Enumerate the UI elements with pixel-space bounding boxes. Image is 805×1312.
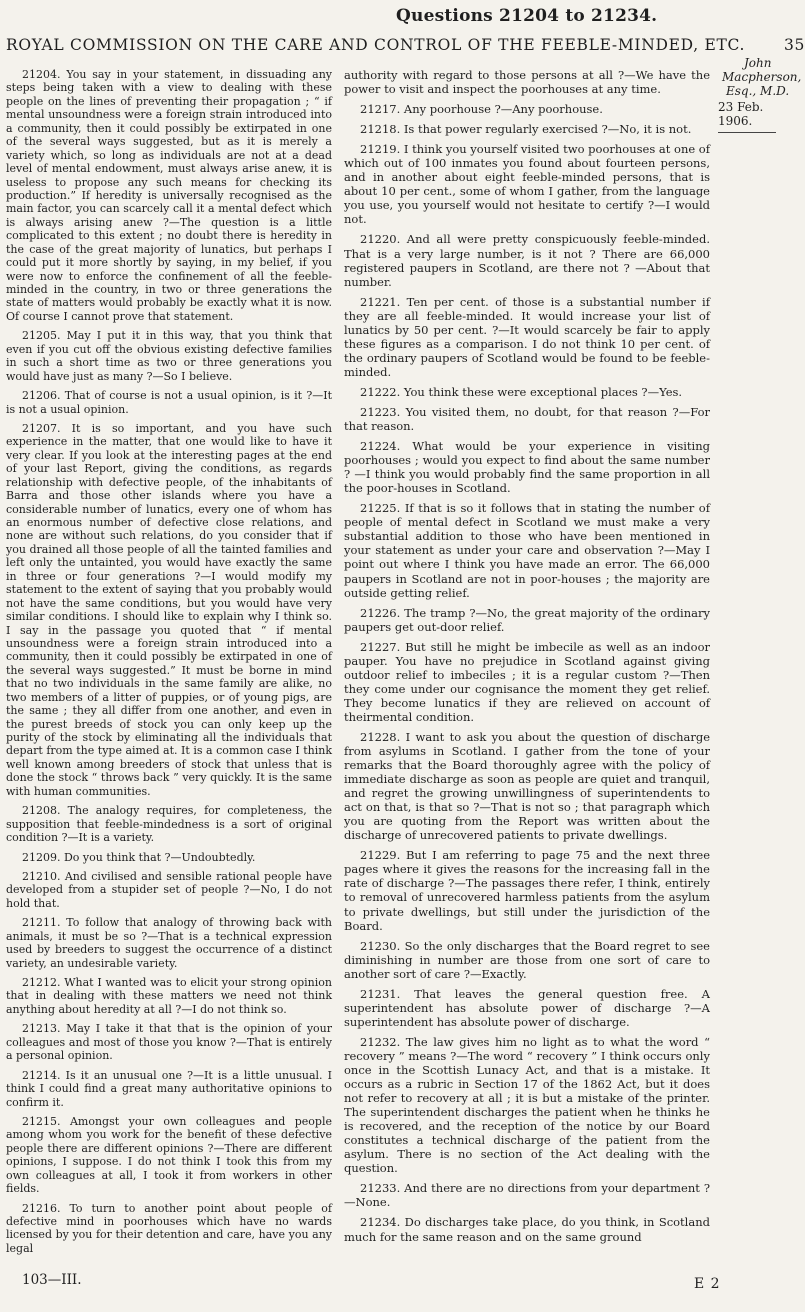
margin-note (718, 56, 802, 133)
paragraph-21206: 21206. That of course is not a usual opinion, is it ?—It is not a usual opinion. (6, 389, 332, 416)
right-column (344, 68, 710, 1250)
paragraph-21209: 21209. Do you think that ?—Undoubtedly. (22, 850, 256, 864)
page-number: 35 (784, 36, 805, 54)
paragraph-21229: 21229. But I am referring to page 75 and the next three pages where it gives the reasons for the increasing fall in the rate of discharge ?—The passages there refer, I think, entirely to removal of unrecovered harmless patients from the asylum to private dwellings, but still under the jurisdiction of the Board. (344, 848, 710, 933)
paragraph-21222: 21222. You think these were exceptional places ?—Yes. (360, 384, 683, 399)
witness-name-line3: Esq., M.D. (726, 84, 790, 98)
paragraph-21230: 21230. So the only discharges that the Board regret to see diminishing in number are those from one sort of care to another sort of care ?—Exactly. (344, 938, 710, 981)
paragraph-21217: 21217. Any poorhouse ?—Any poorhouse. (360, 102, 603, 117)
paragraph-21205: 21205. May I put it in this way, that you think that even if you cut off the obvious existing defective families in such a short time as two or three generations you would have just as many ?—So I believe. (6, 329, 332, 383)
paragraph-21232: 21232. The law gives him no light as to what the word “ recovery ” means ?—The word “ recovery ” I think occurs only once in the Scottish Lunacy Act, and that is a mistake. It occurs as a rubric in Section 17 of the 1862 Act, but it does not refer to recovery at all ; it is but a mistake of the printer. The superintendent discharges the patient when he thinks he is recovered, and the reception of the notice by our Board constitutes a technical discharge of the patient from the asylum. There is no section of the Act dealing with the question. (344, 1034, 710, 1176)
paragraph-21218: 21218. Is that power regularly exercised ?—No, it is not. (360, 122, 692, 137)
paragraph-21219: 21219. I think you yourself visited two poorhouses at one of which out of 100 inmates you found about fourteen persons, and in another about eight feeble-minded persons, that is about 10 per cent., some of whom I gather, from the language you use, you yourself would not hesitate to certify ?—I would not. (344, 142, 710, 227)
paragraph-21216: 21216. To turn to another point about people of defective mind in poorhouses which have no wards licensed by you for their detention and care, have you any legal (6, 1201, 332, 1255)
paragraph-21207: 21207. It is so important, and you have such experience in the matter, that one would like to have it very clear. If you look at the interesting pages at the end of your last Report, giving the conditions, as regards relationship with defective people, of the inhabitants of Barra and those other islands where you have a considerable number of lunatics, every one of whom has an enormous number of defective close relations, and none are without such relations, do you consider that if you drained all those people of all the tainted families and left only the untainted, you would have exactly the same in three or four generations ?—I would modify my statement to the extent of saying that you probably would not have the same conditions, but you would have very similar conditions. I should like to explain why I think so. I say in the passage you quoted that “ if mental unsoundness were a foreign strain introduced into a community, then it could possibly be extirpated in one of the several ways suggested.” It must be borne in mind that no two individuals in the same family are alike, no two members of a litter of puppies, or of young pigs, are the same ; they all differ from one another, and even in the purest breeds of stock you can only keep up the purity of the stock by eliminating all the individuals that depart from the type aimed at. It is a common case I think well known among breeders of stock that unless that is done the stock “ throws back ” very quickly. It is the same with human communities. (6, 421, 332, 798)
witness-name-line2: Macpherson, (722, 70, 802, 84)
footer-gathering-mark: E 2 (694, 1276, 721, 1292)
paragraph-21210: 21210. And civilised and sensible rational people have developed from a stupider set of people ?—No, I do not hold that. (6, 869, 332, 910)
paragraph-21208: 21208. The analogy requires, for completeness, the supposition that feeble-mindedness is a sort of original condition ?—It is a variety. (6, 804, 332, 845)
paragraph-21213: 21213. May I take it that that is the opinion of your colleagues and most of those you know ?—That is entirely a personal opinion. (6, 1022, 332, 1063)
paragraph-21227: 21227. But still he might be imbecile as well as an indoor pauper. You have no prejudice in Scotland against giving outdoor relief to imbeciles ; it is a regular custom ?—Then they come under our cognisance the moment they get relief. They become lunatics if they are relieved on account of theirmental condition. (344, 639, 710, 724)
running-head-title: ROYAL COMMISSION ON THE CARE AND CONTROL OF THE FEEBLE-MINDED, ETC. (6, 36, 746, 54)
paragraph-21234: 21234. Do discharges take place, do you think, in Scotland much for the same reason and on the same ground (344, 1215, 710, 1244)
paragraph-21223: 21223. You visited them, no doubt, for that reason ?—For that reason. (344, 404, 710, 434)
paragraph-21221: 21221. Ten per cent. of those is a substantial number if they are all feeble-minded. It would increase your list of lunatics by 50 per cent. ?—It would scarcely be fair to apply these figures as a comparison. I do not think 10 per cent. of the ordinary paupers of Scotland would be found to be feeble-minded. (344, 294, 710, 379)
paragraph-21204: 21204. You say in your statement, in dissuading any steps being taken with a view to dealing with these people on the lines of preventing their propagation ; “ if mental unsoundness were a foreign strain introduced into a community, then it could possibly be extirpated in one of the several ways suggested, but as it is merely a variety which, so long as individuals are not at a dead level of mental endowment, must always arise anew, it is useless to propose any such means for checking its production.” If heredity is universally recognised as the main factor, you can scarcely call it a mental defect which is always arising anew ?—The question is a little complicated to this extent ; no doubt there is heredity in the case of the great majority of lunatics, but perhaps I could put it more shortly by saying, in my belief, if you were now to enforce the confinement of all the feeble-minded in the country, in two or three generations the state of matters would probably be exactly what it is now. Of course I cannot prove that statement. (6, 68, 332, 323)
paragraph-21225: 21225. If that is so it follows that in stating the number of people of mental defect in Scotland we must make a very substantial addition to those who have been mentioned in your statement as under your care and observation ?—May I point out where I think you have made an error. The 66,000 paupers in Scotland are not in poor-houses ; the majority are outside getting relief. (344, 501, 710, 600)
paragraph-21214: 21214. Is it an unusual one ?—It is a little unusual. I think I could find a great many authoritative opinions to confirm it. (6, 1068, 332, 1109)
questions-range-header: Questions 21204 to 21234. (396, 6, 658, 26)
running-head (6, 36, 805, 54)
paragraph-21228: 21228. I want to ask you about the question of discharge from asylums in Scotland. I gather from the tone of your remarks that the Board thoroughly agree with the policy of immediate discharge as soon as people are quiet and tranquil, and regret the growing unwillingness of superintendents to act on that, is that so ?—That is not so ; that paragraph which you are quoting from the Report was written about the discharge of unrecovered patients to private dwellings. (344, 729, 710, 843)
paragraph-21215: 21215. Amongst your own colleagues and people among whom you work for the benefit of these defective people there are different opinions ?—There are different opinions, I suppose. I do not think I took this from my own colleagues at all, I took it from workers in other fields. (6, 1114, 332, 1196)
paragraph-21211: 21211. To follow that analogy of throwing back with animals, it must be so ?—That is a technical expression used by breeders to suggest the occurrence of a distinct variety, an undesirable variety. (6, 916, 332, 970)
left-column (6, 68, 332, 1261)
paragraph-21233: 21233. And there are no directions from your department ?—None. (344, 1181, 710, 1210)
paragraph-21231: 21231. That leaves the general question free. A superintendent has absolute power of discharge ?—A superintendent has absolute power of discharge. (344, 986, 710, 1029)
witness-name-line1: John (744, 56, 772, 70)
paragraph-21224: 21224. What would be your experience in visiting poorhouses ; would you expect to find about the same number ? —I think you would probably find the same proportion in all the poor-houses in Scotland. (344, 439, 710, 496)
margin-date: 23 Feb. 1906. (718, 100, 776, 133)
footer-signature-mark: 103—III. (22, 1272, 82, 1288)
paragraph-21216-continued: authority with regard to those persons at all ?—We have the power to visit and inspect the poorhouses at any time. (344, 68, 710, 97)
paragraph-21226: 21226. The tramp ?—No, the great majority of the ordinary paupers get out-door relief. (344, 605, 710, 634)
paragraph-21220: 21220. And all were pretty conspicuously feeble-minded. That is a very large number, is it not ? There are 66,000 registered paupers in Scotland, are there not ? —About that number. (344, 232, 710, 289)
paragraph-21212: 21212. What I wanted was to elicit your strong opinion that in dealing with these matters we need not think anything about heredity at all ?—I do not think so. (6, 976, 332, 1016)
